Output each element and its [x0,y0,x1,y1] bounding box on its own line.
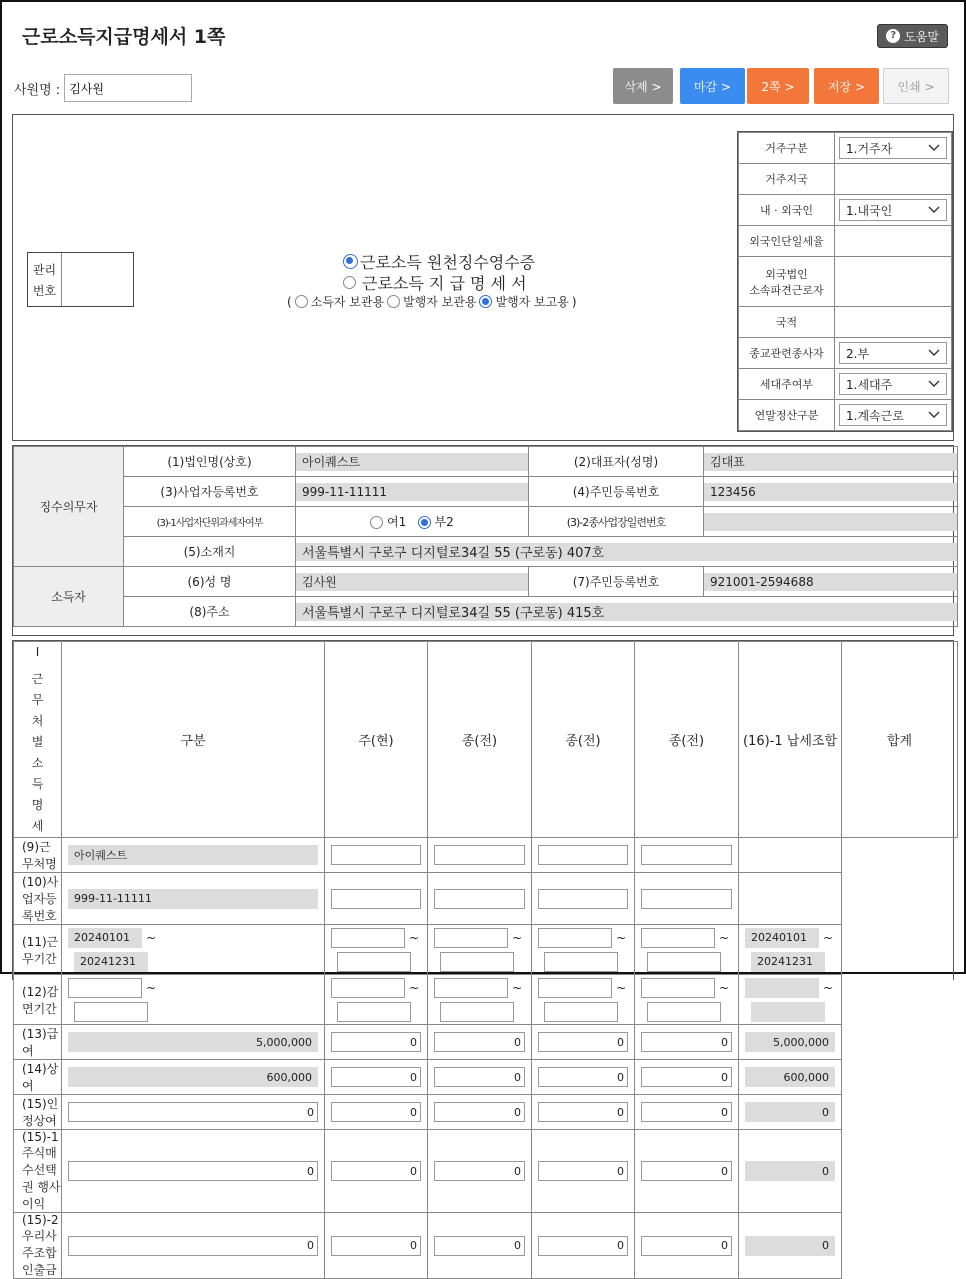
payer-section [12,445,954,636]
tilde-sign: ~ [409,930,420,945]
other-amount[interactable]: 0 [538,1032,628,1052]
detail-row [14,1060,958,1095]
radio-keep-3[interactable] [479,295,492,308]
mgmt-label-1: 관리 [32,262,57,277]
resident-value[interactable] [835,257,952,307]
tilde-sign: ~ [719,980,730,995]
detail-row [14,1025,958,1060]
total-period-end[interactable] [751,1002,825,1022]
other-amount[interactable]: 0 [331,1102,421,1122]
resident-row [739,400,952,431]
side-title-char: 근 [31,672,44,686]
resident-label: 거주지국 [739,164,835,195]
period-end[interactable]: 20241231 [74,952,148,972]
resident-label: 외국법인 소속파견근로자 [739,257,835,307]
detail-row-label: (12)감면기간 [14,975,62,1025]
period-start[interactable] [641,928,715,948]
question-icon: ? [886,29,900,43]
other-amount[interactable]: 0 [538,1067,628,1087]
total-period-start[interactable] [745,978,819,998]
resident-select[interactable] [839,199,947,221]
chevron-down-icon [928,203,940,217]
detail-row-label: (13)급 여 [14,1025,62,1060]
detail-section [12,640,954,1277]
detail-col-header: 합계 [842,642,958,838]
addr-label: (5)소재지 [124,537,296,567]
period-end[interactable] [544,1002,618,1022]
period-start[interactable] [538,928,612,948]
detail-col-header: 종(전) [532,642,635,838]
receipt-option-2-label: 근로소득 지 급 명 세 서 [362,274,527,293]
radio-unit-no[interactable] [418,516,431,529]
total-amount[interactable]: 5,000,000 [745,1032,835,1052]
mgmt-label-2: 번호 [32,283,57,298]
main-amount[interactable]: 5,000,000 [68,1032,318,1052]
other-amount[interactable]: 0 [538,1161,628,1181]
earner-name-field[interactable]: 김사원 [296,573,528,591]
period-start[interactable]: 20240101 [68,928,142,948]
detail-row [14,873,958,925]
other-amount[interactable]: 0 [641,1102,732,1122]
other-amount[interactable]: 0 [331,1067,421,1087]
keep-close-paren: ) [571,294,577,309]
period-end[interactable] [74,1002,148,1022]
addr-field[interactable]: 서울특별시 구로구 디지털로34길 55 (구로동) 407호 [296,543,957,561]
other-amount[interactable]: 0 [641,1161,732,1181]
other-input[interactable] [434,845,525,865]
chevron-down-icon [928,141,940,155]
period-end[interactable] [647,1002,721,1022]
other-amount[interactable]: 0 [434,1067,525,1087]
detail-row-label: (15)인정상여 [14,1095,62,1130]
radio-keep-2[interactable] [387,295,400,308]
side-title-char: 득 [31,777,44,791]
detail-row-label: (15)-1 주식매수선택권 행사이익 [14,1130,62,1213]
resident-row [739,307,952,338]
payer-section-label: 징수의무자 [14,447,124,567]
other-input[interactable] [641,889,732,909]
tilde-sign: ~ [823,980,834,995]
earner-rrn-label: (7)주민등록번호 [529,567,704,597]
chevron-down-icon [928,408,940,422]
period-end[interactable] [337,1002,411,1022]
earner-rrn-field[interactable]: 921001-2594688 [704,573,957,591]
detail-row-label: (10)사업자등록번호 [14,873,62,925]
unit-label: (3)-1사업자단위과세자여부 [124,507,296,537]
resident-label: 세대주여부 [739,369,835,400]
other-amount[interactable]: 0 [434,1102,525,1122]
main-value[interactable]: 999-11-11111 [68,889,318,909]
save-button[interactable]: 저장 > [814,68,879,104]
total-period-start[interactable]: 20240101 [745,928,819,948]
chevron-down-icon [928,377,940,391]
period-start[interactable] [68,978,142,998]
total-amount[interactable]: 600,000 [745,1067,835,1087]
resident-value[interactable] [835,307,952,338]
mgmt-number-input[interactable] [62,253,133,306]
keep-3-label: 발행자 보고용 [495,295,569,309]
other-input[interactable] [331,845,421,865]
total-amount[interactable]: 0 [745,1102,835,1122]
sub-field[interactable] [704,513,957,531]
detail-col-header: 종(전) [428,642,532,838]
tilde-sign: ~ [409,980,420,995]
employee-row [14,74,192,102]
resident-select[interactable] [839,137,947,159]
tilde-sign: ~ [616,980,627,995]
close-button[interactable]: 마감 > [680,68,745,104]
detail-row [14,1130,958,1213]
tilde-sign: ~ [719,930,730,945]
radio-unit-yes[interactable] [370,516,383,529]
resident-value[interactable] [835,164,952,195]
period-end[interactable] [440,952,514,972]
detail-row [14,1095,958,1130]
detail-col-header: 종(전) [635,642,739,838]
resident-select-value: 2.부 [846,346,870,361]
detail-row-label: (11)근무기간 [14,925,62,975]
resident-panel [737,131,953,432]
detail-row [14,925,958,975]
keep-2-label: 발행자 보관용 [403,295,477,309]
corp-field[interactable]: 아이퀘스트 [296,453,528,471]
detail-col-header: 주(현) [325,642,428,838]
keep-open-paren: ( [287,294,292,309]
resident-select[interactable] [839,404,947,426]
period-end[interactable] [647,952,721,972]
radio-keep-1[interactable] [295,295,308,308]
period-end[interactable] [337,952,411,972]
total-period-end[interactable]: 20241231 [751,952,825,972]
side-title-char: 소 [31,756,44,770]
help-button[interactable] [877,24,948,48]
side-title-char: 세 [31,819,44,833]
other-amount[interactable]: 0 [538,1236,628,1256]
help-label: 도움말 [904,29,939,44]
receipt-option-1-label: 근로소득 원천징수영수증 [360,253,536,272]
rrn-label: (4)주민등록번호 [529,477,704,507]
resident-row [739,133,952,164]
tilde-sign: ~ [616,930,627,945]
total-amount[interactable]: 0 [745,1161,835,1181]
other-amount[interactable]: 0 [331,1236,421,1256]
detail-row [14,1213,958,1279]
chevron-down-icon [928,346,940,360]
side-title-char: Ⅰ [35,645,40,659]
tilde-sign: ~ [512,980,523,995]
other-amount[interactable]: 0 [331,1161,421,1181]
resident-label: 내 · 외국인 [739,195,835,226]
period-end[interactable] [544,952,618,972]
detail-side-title [14,642,62,838]
other-amount[interactable]: 0 [538,1102,628,1122]
payer-rrn-field[interactable]: 123456 [704,483,957,501]
delete-button[interactable]: 삭제 > [613,68,673,104]
resident-row [739,226,952,257]
resident-label: 국적 [739,307,835,338]
other-input[interactable] [538,845,628,865]
resident-label: 연말정산구분 [739,400,835,431]
detail-col-header: 구분 [62,642,325,838]
other-amount[interactable]: 0 [331,1032,421,1052]
total-amount[interactable]: 0 [745,1236,835,1256]
period-start[interactable] [538,978,612,998]
main-amount[interactable]: 0 [68,1102,318,1122]
receipt-option-2[interactable] [343,271,527,294]
receipt-type-section [12,114,954,441]
resident-label: 거주구분 [739,133,835,164]
bizno-label: (3)사업자등록번호 [124,477,296,507]
keep-1-label: 소득자 보관용 [310,295,385,309]
mgmt-number-box [27,252,134,307]
resident-row [739,164,952,195]
side-title-char: 처 [31,714,44,728]
other-amount[interactable]: 0 [641,1067,732,1087]
other-input[interactable] [641,845,732,865]
rep-field[interactable]: 김대표 [704,453,957,471]
sub-label: (3)-2종사업장일련번호 [529,507,704,537]
resident-row [739,195,952,226]
main-amount[interactable]: 0 [68,1161,318,1181]
other-amount[interactable]: 0 [641,1236,732,1256]
unit-yes-label: 여1 [387,515,407,529]
other-amount[interactable]: 0 [434,1236,525,1256]
detail-row [14,975,958,1025]
resident-select[interactable] [839,342,947,364]
other-input[interactable] [538,889,628,909]
detail-row-label: (15)-2 우리사주조합인출금 [14,1213,62,1279]
period-start[interactable] [641,978,715,998]
tilde-sign: ~ [146,930,157,945]
employee-label: 사원명 : [14,82,61,98]
period-end[interactable] [440,1002,514,1022]
rep-label: (2)대표자(성명) [529,447,704,477]
period-start[interactable] [331,928,405,948]
earner-addr-field[interactable]: 서울특별시 구로구 디지털로34길 55 (구로동) 415호 [296,603,957,621]
detail-col-header: (16)-1 납세조합 [739,642,842,838]
unit-no-label: 부2 [434,515,454,529]
page-title: 근로소득지급명세서 1쪽 [22,26,226,48]
page2-button[interactable]: 2쪽 > [747,68,809,104]
resident-label: 외국인단일세율 [739,226,835,257]
corp-label: (1)법인명(상호) [124,447,296,477]
side-title-char: 명 [31,798,44,812]
other-amount[interactable]: 0 [641,1032,732,1052]
detail-row-label: (14)상 여 [14,1060,62,1095]
resident-row [739,338,952,369]
tilde-sign: ~ [512,930,523,945]
side-title-char: 별 [31,735,44,749]
main-amount[interactable]: 600,000 [68,1067,318,1087]
period-start[interactable] [331,978,405,998]
employee-name-input[interactable] [64,74,192,102]
keep-options [287,293,577,310]
receipt-option-1[interactable] [343,250,535,273]
period-start[interactable] [434,978,508,998]
other-amount[interactable]: 0 [434,1032,525,1052]
resident-select-value: 1.내국인 [846,203,893,218]
bizno-field[interactable]: 999-11-11111 [296,483,528,501]
main-value[interactable]: 아이퀘스트 [68,845,318,865]
resident-value[interactable] [835,226,952,257]
resident-select-value: 1.세대주 [846,377,893,392]
earner-name-label: (6)성 명 [124,567,296,597]
tilde-sign: ~ [146,980,157,995]
radio-receipt-2[interactable] [343,276,356,289]
side-title-char: 무 [31,693,44,707]
resident-select[interactable] [839,373,947,395]
tilde-sign: ~ [823,930,834,945]
earner-section-label: 소득자 [14,567,124,627]
other-input[interactable] [434,889,525,909]
radio-receipt-1[interactable] [343,254,358,269]
detail-row-label: (9)근무처명 [14,838,62,873]
print-button[interactable]: 인쇄 > [883,68,949,104]
other-amount[interactable]: 0 [434,1161,525,1181]
resident-row [739,369,952,400]
main-amount[interactable]: 0 [68,1236,318,1256]
resident-row [739,257,952,307]
resident-select-value: 1.계속근로 [846,408,904,423]
resident-select-value: 1.거주자 [846,141,893,156]
resident-label: 종교관련종사자 [739,338,835,369]
period-start[interactable] [434,928,508,948]
earner-addr-label: (8)주소 [124,597,296,627]
other-input[interactable] [331,889,421,909]
detail-row [14,838,958,873]
